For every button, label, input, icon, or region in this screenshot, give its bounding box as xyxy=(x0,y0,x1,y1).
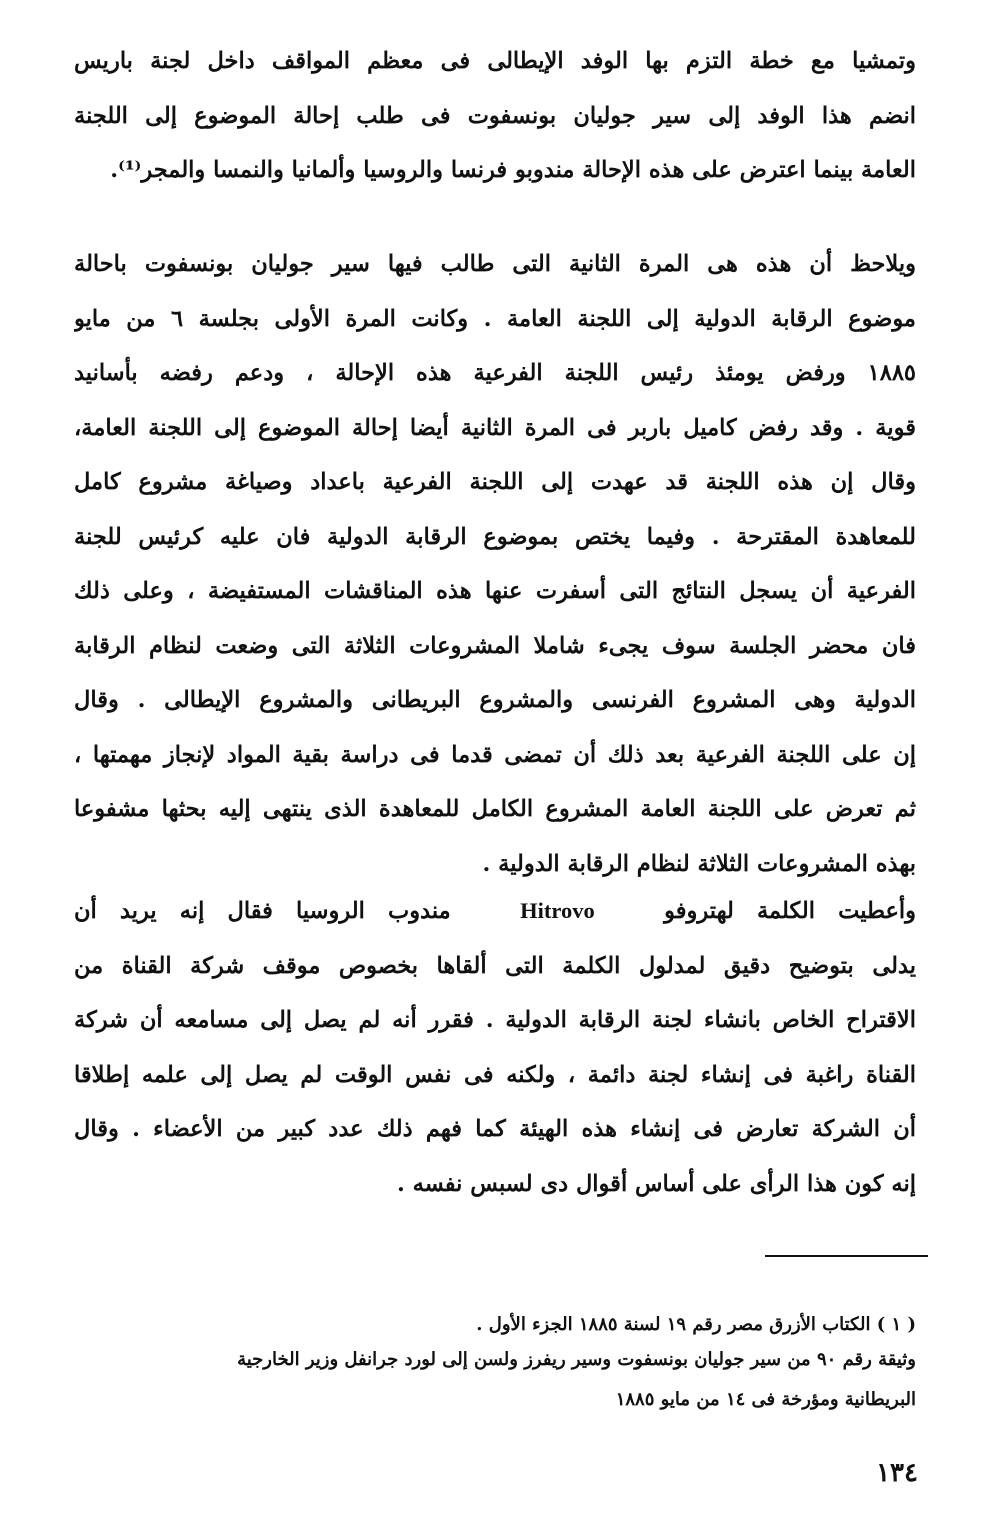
line-end-text: مندوب الروسيا فقال إنه يريد أن xyxy=(74,898,451,924)
text-line: بهذه المشروعات الثلاثة لنظام الرقابة الدولية . xyxy=(482,850,916,877)
text-line: إنه كون هذا الرأى على أساس أقوال دى لسبس نفسه . xyxy=(396,1170,916,1197)
footnote-1: ( ١ ) الكتاب الأزرق مصر رقم ١٩ لسنة ١٨٨٥ الجزء الأول . xyxy=(476,1314,916,1335)
text-line: ثم تعرض على اللجنة العامة المشروع الكامل للمعاهدة الذى ينتهى إليه بحثها مشفوعا xyxy=(74,796,916,822)
text-line: موضوع الرقابة الدولية إلى اللجنة العامة . وكانت المرة الأولى بجلسة ٦ من مايو xyxy=(74,305,916,332)
text-line: الدولية وهى المشروع الفرنسى والمشروع البريطانى والمشروع الإيطالى . وقال xyxy=(74,687,916,713)
text-line: الاقتراح الخاص بانشاء لجنة الرقابة الدولية . فقرر أنه لم يصل إلى مسامعه أن شركة xyxy=(74,1007,916,1033)
footnote-separator xyxy=(765,1255,928,1257)
text-line: ويلاحظ أن هذه هى المرة الثانية التى طالب فيها سير جوليان بونسفوت باحالة xyxy=(74,251,916,277)
text-line: الفرعية أن يسجل النتائج التى أسفرت عنها هذه المناقشات المستفيضة ، وعلى ذلك xyxy=(74,578,916,604)
line-start-text: وأعطيت الكلمة لهتروفو xyxy=(664,898,916,924)
footnote-line: وثيقة رقم ٩٠ من سير جوليان بونسفوت وسير ريفرز ولسن إلى لورد جرانفل وزير الخارجية xyxy=(237,1349,916,1370)
text-line: أن الشركة تعارض فى إنشاء هذه الهيئة كما فهم ذلك عدد كبير من الأعضاء . وقال xyxy=(74,1116,916,1142)
latin-name: Hitrovo xyxy=(520,898,595,923)
footnote-line: البريطانية ومؤرخة فى ١٤ من مايو ١٨٨٥ xyxy=(615,1389,916,1410)
text-line: يدلى بتوضيح دقيق لمدلول الكلمة التى ألقاها بخصوص موقف شركة القناة من xyxy=(74,952,916,979)
text-line: للمعاهدة المقترحة . وفيما يختص بموضوع الرقابة الدولية فان عليه كرئيس للجنة xyxy=(74,523,916,550)
text-line: وتمشيا مع خطة التزم بها الوفد الإيطالى فى معظم المواقف داخل لجنة باريس xyxy=(74,48,916,74)
text-line xyxy=(74,884,916,939)
text-line: فان محضر الجلسة سوف يجىء شاملا المشروعات الثلاثة التى وضعت لنظام الرقابة xyxy=(74,632,916,659)
paragraph-2 xyxy=(74,237,916,891)
text-line: إن على اللجنة الفرعية بعد ذلك أن تمضى قدما فى دراسة بقية المواد لإنجاز مهمتها ، xyxy=(74,741,916,768)
page-number: ١٣٤ xyxy=(876,1458,918,1488)
text-line: انضم هذا الوفد إلى سير جوليان بونسفوت فى طلب إحالة الموضوع إلى اللجنة xyxy=(74,102,916,129)
text-line: ١٨٨٥ ورفض يومئذ رئيس اللجنة الفرعية هذه الإحالة ، ودعم رفضه بأسانيد xyxy=(74,360,916,386)
text-line: قوية . وقد رفض كاميل باربر فى المرة الثانية أيضا إحالة الموضوع إلى اللجنة العامة، xyxy=(74,414,916,441)
paragraph-1 xyxy=(74,34,916,198)
paragraph-3 xyxy=(74,884,916,1211)
text-line: العامة بينما اعترض على هذه الإحالة مندوبو فرنسا والروسيا وألمانيا والنمسا والمجر⁽¹⁾. xyxy=(110,157,916,183)
text-line: وقال إن هذه اللجنة قد عهدت إلى اللجنة الفرعية باعداد وصياغة مشروع كامل xyxy=(74,469,916,495)
text-line: القناة راغبة فى إنشاء لجنة دائمة ، ولكنه فى نفس الوقت لم يصل إلى علمه إطلاقا xyxy=(74,1061,916,1088)
